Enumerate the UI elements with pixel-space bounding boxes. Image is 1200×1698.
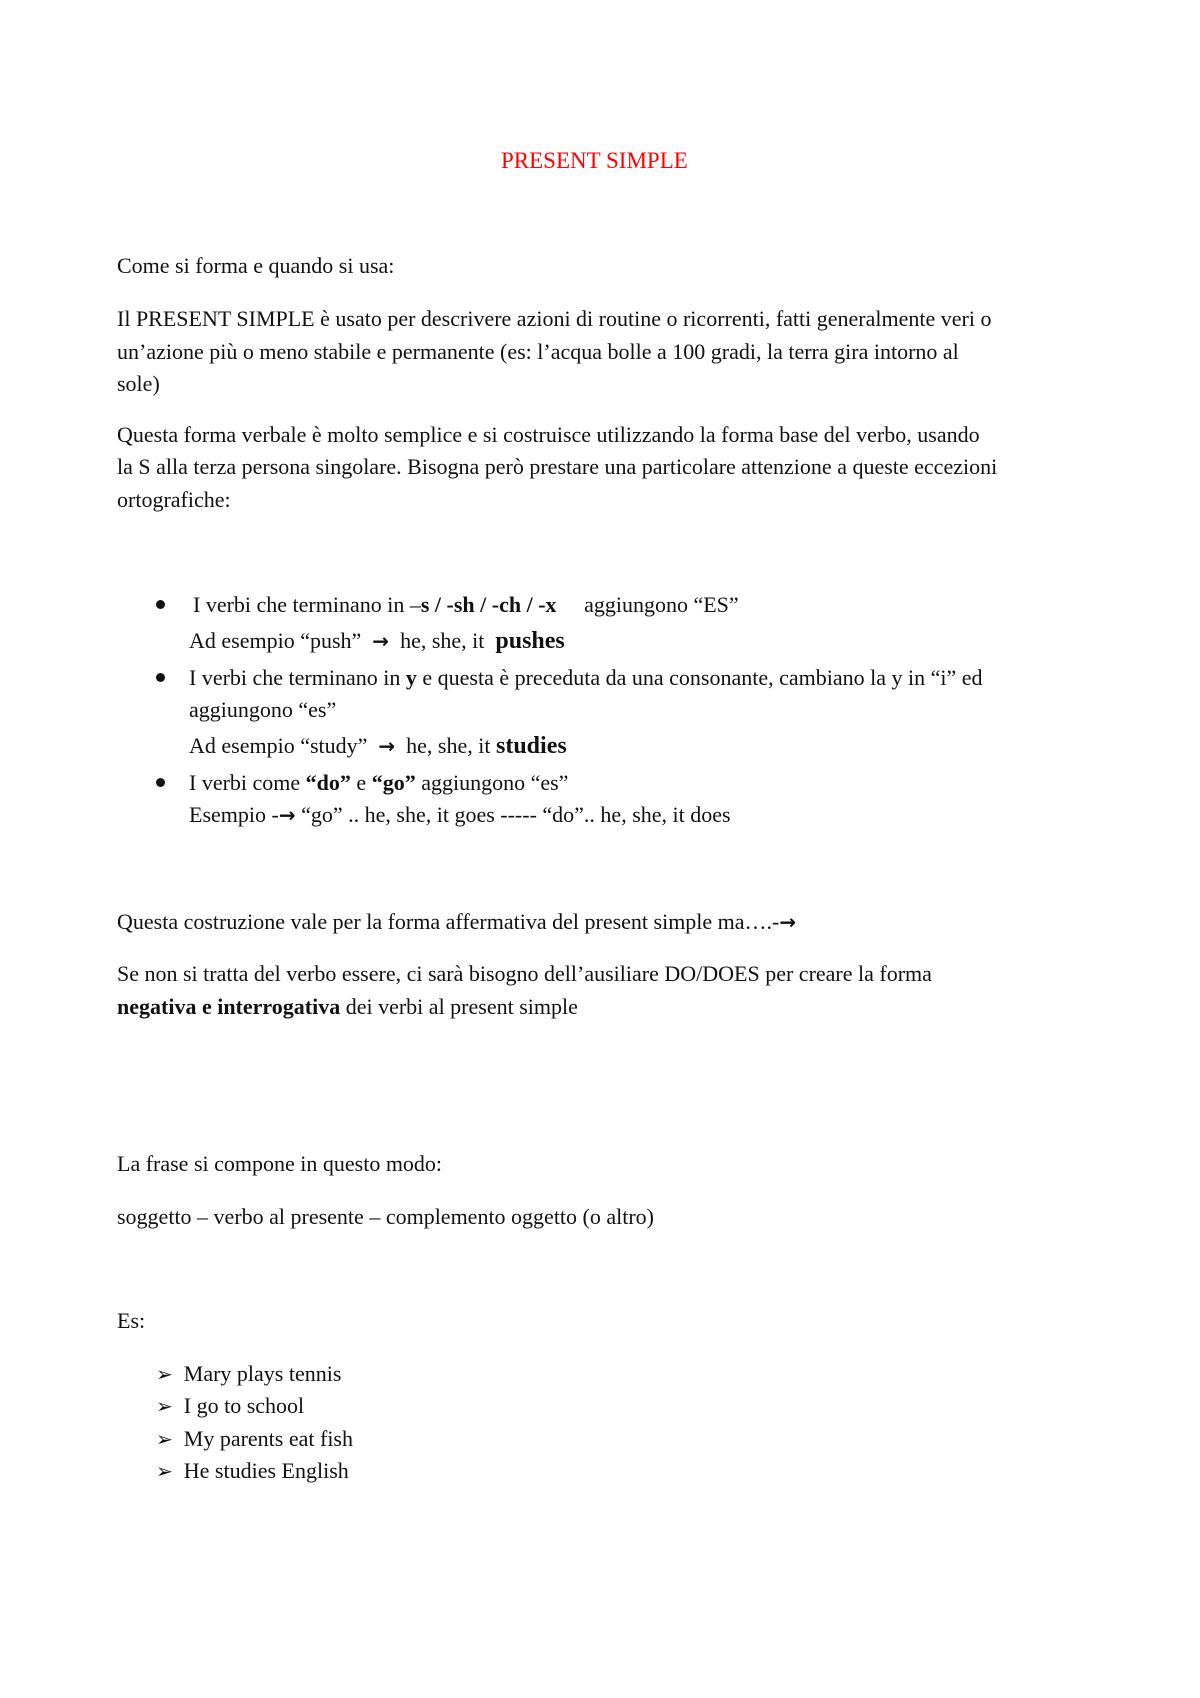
note-affirmative-text: Questa costruzione vale per la forma affermativa del present simple ma….- (117, 909, 780, 934)
right-arrow-icon: → (372, 629, 390, 653)
bullet-dot (156, 778, 165, 787)
rule-3-go: “go” (371, 770, 416, 795)
bullet-dot (156, 673, 165, 682)
rule-3-intro: I verbi come (189, 770, 301, 795)
rule-1-example (189, 629, 565, 653)
rule-1-outro: aggiungono “ES” (584, 592, 739, 617)
example-text: I go to school (183, 1393, 305, 1418)
intro-heading: Come si forma e quando si usa: (117, 253, 395, 278)
rule-3-do: “do” (305, 770, 351, 795)
note-auxiliary-bold: negativa e interrogativa (117, 994, 341, 1019)
rule-2-line-2: aggiungono “es” (189, 697, 337, 722)
rule-1-example-subjects: he, she, it (400, 628, 485, 653)
note-auxiliary-line-2 (117, 996, 578, 1018)
arrowhead-bullet-icon: ➢ (156, 1427, 173, 1451)
rule-1-example-intro: Ad esempio “push” (189, 628, 362, 653)
paragraph-1-line-2: un’azione più o meno stabile e permanente (es: l’acqua bolle a 100 gradi, la terra gira intorno al (117, 339, 959, 364)
example-text: My parents eat fish (183, 1426, 353, 1451)
rule-2-letter: y (405, 665, 417, 690)
right-arrow-icon: → (278, 803, 296, 827)
rule-2-example-intro: Ad esempio “study” (189, 733, 368, 758)
arrowhead-bullet-icon: ➢ (156, 1459, 173, 1483)
rule-1-intro: I verbi che terminano in – (193, 592, 421, 617)
example-item (156, 1460, 349, 1482)
rule-3-example (189, 804, 731, 826)
rule-2-example (189, 734, 567, 758)
rule-3-text (189, 772, 568, 794)
note-auxiliary-rest: dei verbi al present simple (345, 994, 578, 1019)
rule-2-example-subjects: he, she, it (406, 733, 491, 758)
structure-intro: La frase si compone in questo modo: (117, 1151, 443, 1176)
rule-1-text (193, 594, 739, 616)
rule-3-example-rest: “go” .. he, she, it goes ----- “do”.. he, she, it does (301, 802, 731, 827)
example-text: He studies English (183, 1458, 349, 1483)
structure-formula: soggetto – verbo al presente – complemento oggetto (o altro) (117, 1204, 655, 1229)
rule-3-outro: aggiungono “es” (421, 770, 569, 795)
example-item (156, 1363, 341, 1385)
rule-2-text (189, 667, 983, 689)
paragraph-1-line-1: Il PRESENT SIMPLE è usato per descrivere azioni di routine o ricorrenti, fatti generalmente veri o (117, 306, 992, 331)
example-text: Mary plays tennis (183, 1361, 342, 1386)
paragraph-2-line-1: Questa forma verbale è molto semplice e si costruisce utilizzando la forma base del verbo, usando (117, 422, 980, 447)
rule-2-example-verb: studies (496, 733, 567, 759)
bullet-dot (156, 600, 165, 609)
arrowhead-bullet-icon: ➢ (156, 1394, 173, 1418)
example-item (156, 1395, 304, 1417)
right-arrow-icon: → (779, 910, 797, 934)
paragraph-2-line-2: la S alla terza persona singolare. Bisogna però prestare una particolare attenzione a queste eccezioni (117, 454, 998, 479)
note-auxiliary-line-1: Se non si tratta del verbo essere, ci sarà bisogno dell’ausiliare DO/DOES per creare la forma (117, 961, 932, 986)
examples-label: Es: (117, 1308, 146, 1333)
paragraph-2-line-3: ortografiche: (117, 487, 231, 512)
example-item (156, 1428, 353, 1450)
rule-1-suffixes: s / -sh / -ch / -x (420, 592, 557, 617)
rule-1-example-verb: pushes (495, 628, 565, 654)
paragraph-1-line-3: sole) (117, 371, 160, 396)
rule-3-example-intro: Esempio - (189, 802, 279, 827)
arrowhead-bullet-icon: ➢ (156, 1362, 173, 1386)
note-affirmative (117, 911, 796, 933)
rule-2-intro: I verbi che terminano in (189, 665, 401, 690)
page-title: PRESENT SIMPLE (501, 148, 688, 173)
rule-2-outro: e questa è preceduta da una consonante, cambiano la y in “i” ed (422, 665, 983, 690)
right-arrow-icon: → (378, 734, 396, 758)
rule-3-and: e (356, 770, 367, 795)
